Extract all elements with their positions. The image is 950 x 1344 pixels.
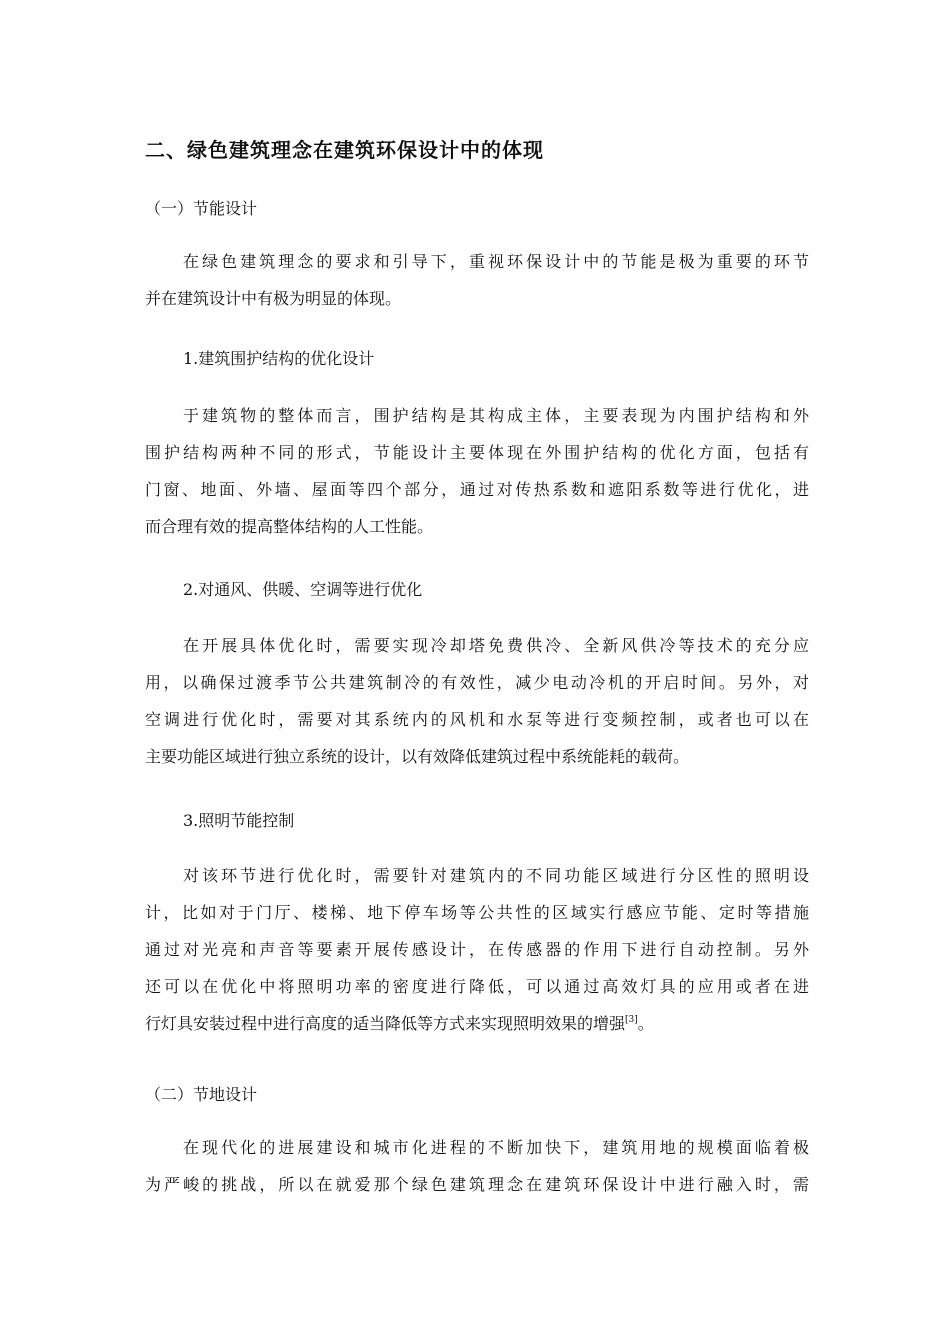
text-line: 在绿色建筑理念的要求和引导下，重视环保设计中的节能是极为重要的环节 — [183, 252, 809, 271]
text-line: 而合理有效的提高整体结构的人工性能。 — [145, 517, 434, 536]
item-heading-lighting: 3.照明节能控制 — [183, 811, 295, 830]
section-title: 二、绿色建筑理念在建筑环保设计中的体现 — [145, 138, 544, 162]
text-line: 在开展具体优化时，需要实现冷却塔免费供冷、全新风供冷等技术的充分应 — [183, 636, 809, 655]
text-line: 对该环节进行优化时，需要针对建筑内的不同功能区域进行分区性的照明设 — [183, 866, 809, 885]
paragraph-land — [145, 1129, 809, 1203]
paragraph-hvac — [145, 627, 809, 775]
paragraph-envelope — [145, 397, 809, 545]
paragraph-lighting — [145, 857, 809, 1042]
text-line: 围护结构两种不同的形式，节能设计主要体现在外围护结构的优化方面，包括有 — [145, 443, 809, 462]
text-line-with-citation — [145, 1005, 809, 1042]
text-line: 通过对光亮和声音等要素开展传感设计，在传感器的作用下进行自动控制。另外 — [145, 940, 809, 959]
subsection-title-energy: （一）节能设计 — [145, 199, 258, 218]
text-line: 主要功能区域进行独立系统的设计，以有效降低建筑过程中系统能耗的载荷。 — [145, 747, 690, 766]
item-heading-envelope: 1.建筑围护结构的优化设计 — [183, 349, 375, 368]
text-line: 为严峻的挑战，所以在就爱那个绿色建筑理念在建筑环保设计中进行融入时，需 — [145, 1175, 809, 1194]
paragraph-energy-intro — [145, 243, 809, 317]
text-line: 空调进行优化时，需要对其系统内的风机和水泵等进行变频控制，或者也可以在 — [145, 710, 809, 729]
text-line: 计，比如对于门厅、楼梯、地下停车场等公共性的区域实行感应节能、定时等措施 — [145, 903, 809, 922]
citation-marker: [3] — [625, 1015, 638, 1025]
item-heading-hvac: 2.对通风、供暖、空调等进行优化 — [183, 580, 423, 599]
sentence-end: 。 — [637, 1014, 654, 1033]
subsection-title-land: （二）节地设计 — [145, 1085, 258, 1104]
text-line: 于建筑物的整体而言，围护结构是其构成主体，主要表现为内围护结构和外 — [183, 406, 809, 425]
text-line: 用，以确保过渡季节公共建筑制冷的有效性，减少电动冷机的开启时间。另外，对 — [145, 673, 809, 692]
text-line: 门窗、地面、外墙、屋面等四个部分，通过对传热系数和遮阳系数等进行优化，进 — [145, 480, 809, 499]
text-line: 行灯具安装过程中进行高度的适当降低等方式来实现照明效果的增强 — [145, 1014, 626, 1033]
text-line: 还可以在优化中将照明功率的密度进行降低，可以通过高效灯具的应用或者在进 — [145, 977, 809, 996]
text-line: 在现代化的进展建设和城市化进程的不断加快下，建筑用地的规模面临着极 — [183, 1138, 809, 1157]
text-line: 并在建筑设计中有极为明显的体现。 — [145, 289, 402, 308]
